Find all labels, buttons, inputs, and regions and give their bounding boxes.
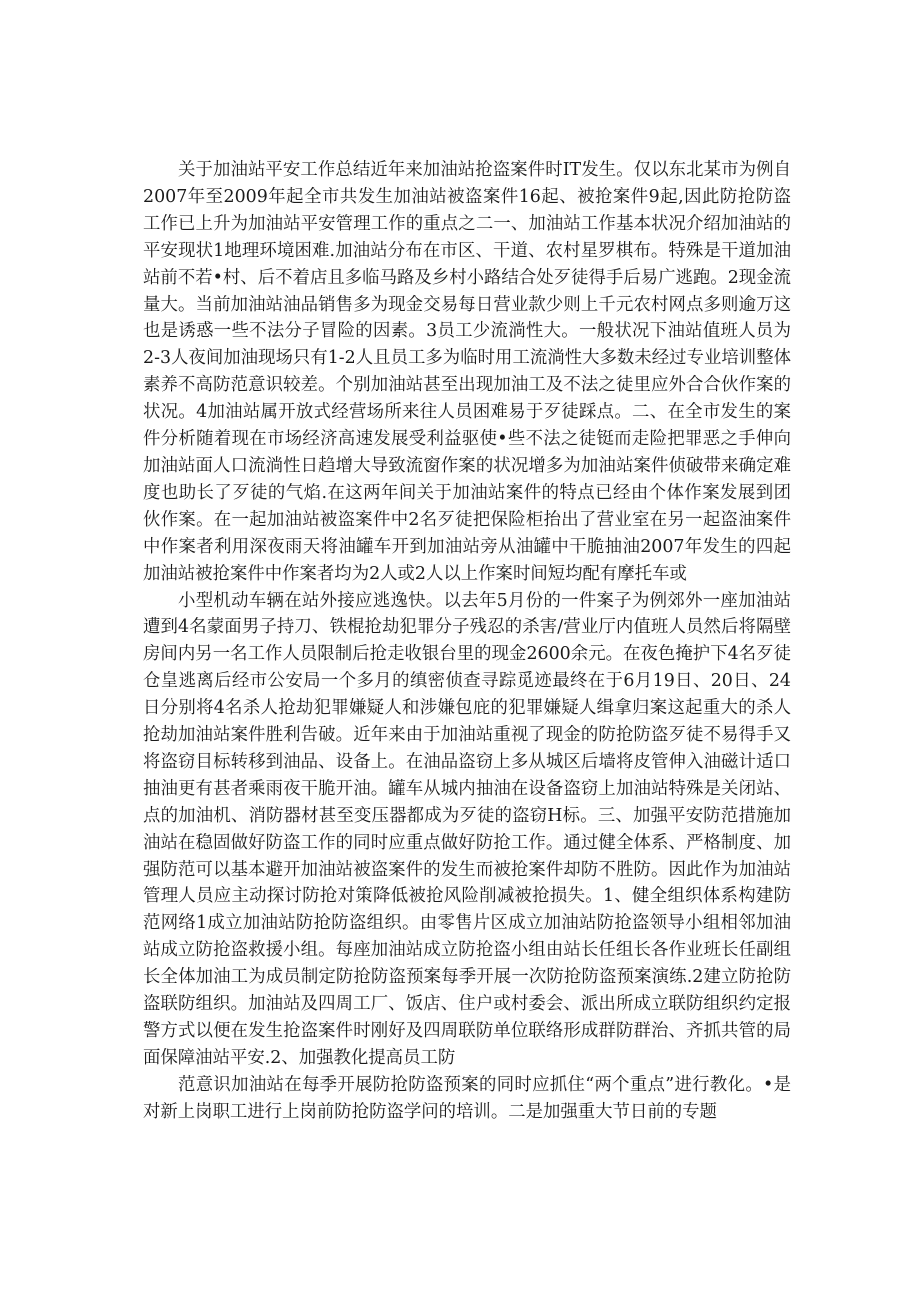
paragraph-1: 关于加油站平安工作总结近年来加油站抢盗案件时IT发生。仅以东北某市为例自2007年至2009年起全市共发生加油站被盗案件16起、被抢案件9起,因此防抢防盗工作已上升为加油站平安管理工作的重点之二一、加油站工作基本状况介绍加油站的平安现状1地理环境困难.加油站分布在市区、干道、农村星罗棋布。特殊是干道加油站前不若•村、后不着店且多临马路及乡村小路结合处歹徒得手后易广逃跑。2现金流量大。当前加油站油品销售多为现金交易每日营业款少则上千元农村网点多则逾万这也是诱惑一些不法分子冒险的因素。3员工少流淌性大。一般状况下油站值班人员为2-3人夜间加油现场只有1-2人且员工多为临时用工流淌性大多数未经过专业培训整体素养不高防范意识较差。个别加油站甚至出现加油工及不法之徒里应外合合伙作案的状况。4加油站属开放式经营场所来往人员困难易于歹徒踩点。二、在全市发生的案件分析随着现在市场经济高速发展受利益驱使•些不法之徒铤而走险把罪恶之手伸向加油站面人口流淌性日趋增大导致流窗作案的状况增多为加油站案件侦破带来确定难度也助长了歹徒的气焰.在这两年间关于加油站案件的特点已经由个体作案发展到团伙作案。在一起加油站被盗案件中2名歹徒把保险柜抬出了营业室在另一起盗油案件中作案者利用深夜雨天将油罐车开到加油站旁从油罐中干脆抽油2007年发生的四起加油站被抢案件中作案者均为2人或2人以上作案时间短均配有摩托车或	[143, 160, 791, 584]
paragraph-2: 小型机动车辆在站外接应逃逸快。以去年5月份的一件案子为例郊外一座加油站遭到4名蒙面男子持刀、铁棍抢劫犯罪分子残忍的杀害/营业厅内值班人员然后将隔壁房间内另一名工作人员限制后抢走收银台里的现金2600余元。在夜色掩护下4名歹徒仓皇逃离后经市公安局一个多月的缜密侦查寻踪觅迹最终在于6月19日、20日、24日分别将4名杀人抢劫犯罪嫌疑人和涉嫌包庇的犯罪嫌疑人缉拿归案这起重大的杀人抢劫加油站案件胜利告破。近年来由于加油站重视了现金的防抢防盗歹徒不易得手又将盗窃目标转移到油品、设备上。在油品盗窃上多从城区后墙将皮管伸入油磁计适口抽油更有甚者乘雨夜干脆开油。罐车从城内抽油在设备盗窃上加油站特殊是关闭站、点的加油机、消防器材甚至变压器都成为歹徒的盗窃H标。三、加强平安防范措施加油站在稳固做好防盗工作的同时应重点做好防抢工作。通过健全体系、严格制度、加强防范可以基本避开加油站被盗案件的发生而被抢案件却防不胜防。因此作为加油站管理人员应主动探讨防抢对策降低被抢风险削减被抢损失。1、健全组织体系构建防范网络1成立加油站防抢防盗组织。由零售片区成立加油站防抢盗领导小组相邻加油站成立防抢盗救援小组。每座加油站成立防抢盗小组由站长任组长各作业班长任副组长全体加油工为成员制定防抢防盗预案每季开展一次防抢防盗预案演练.2建立防抢防盗联防组织。加油站及四周工厂、饭店、住户或村委会、派出所成立联防组织约定报警方式以便在发生抢盗案件时刚好及四周联防单位联络形成群防群治、齐抓共管的局面保障油站平安.2、加强教化提高员工防	[143, 590, 791, 1068]
document-body	[143, 157, 791, 1126]
paragraph-3: 范意识加油站在每季开展防抢防盗预案的同时应抓住“两个重点”进行教化。•是对新上岗职工进行上岗前防抢防盗学问的培训。二是加强重大节日前的专题	[143, 1074, 791, 1122]
